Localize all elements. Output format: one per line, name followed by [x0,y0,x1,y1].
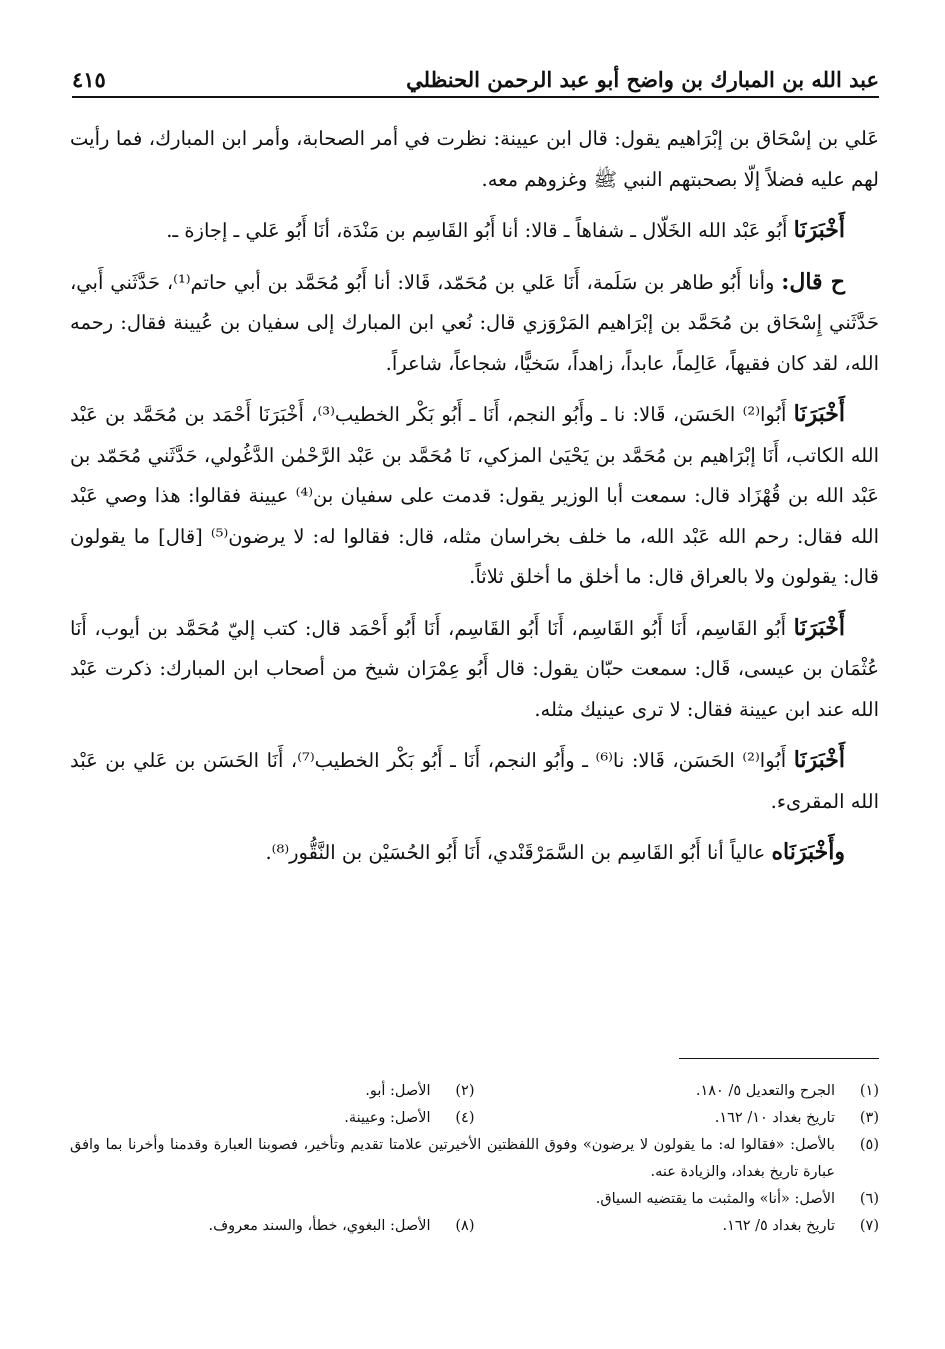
footnote-text: تاريخ بغداد ٥/ ١٦٢. [722,1218,835,1234]
footnote-number: (٦) [859,1191,879,1207]
footnote-number: (٤) [455,1110,475,1126]
footnote-number: (٣) [859,1110,879,1126]
footnote-divider [679,1058,879,1059]
paragraph-text: عالياً أنا أَبُو القَاسِم بن السَّمَرْقَنْدي، أَنَا أَبُو الحُسَيْن بن النَّقُّور⁽⁸⁾. [265,841,772,864]
footnote-row [70,1078,879,1105]
footnote-text: الأصل: «أنا» والمثبت ما يقتضيه السياق. [595,1191,835,1207]
footnote-text: تاريخ بغداد ١٠/ ١٦٢. [714,1110,835,1126]
page-number: ٤١٥ [72,67,106,92]
footnote-number: (٧) [859,1218,879,1234]
footnote-number: (١) [859,1083,879,1099]
paragraph-text: أَبُوا⁽²⁾ الحَسَن، قَالا: نا⁽⁶⁾ ـ وأَبُو النجم، أَنَا ـ أَبُو بَكْر الخطيب⁽⁷⁾، أَنَا الحَسَن بن عَلي بن عَبْد الله المقرىء. [70,749,879,813]
paragraph-text: عَلي بن إسْحَاق بن إبْرَاهيم يقول: قال ابن عيينة: نظرت في أمر الصحابة، وأمر ابن المبارك، فما رأيت لهم عليه فضلاً إلّا بصحبتهم النبي ﷺ وغزوهم معه. [70,127,879,191]
paragraph [70,608,879,731]
footnote-text: الأصل: البغوي، خطأ، والسند معروف. [208,1218,431,1234]
footnote [70,1105,475,1132]
footnote [70,1078,475,1105]
header-title: عبد الله بن المبارك بن واضح أبو عبد الرحمن الحنظلي [406,67,879,92]
footnote [475,1213,880,1240]
footnote-text: الأصل: وعيينة. [344,1110,431,1126]
paragraph-keyword: أَخْبَرَنَا [793,747,846,773]
footnote-row [70,1213,879,1240]
paragraph [70,394,879,598]
paragraph-keyword: ح قال: [781,268,846,295]
footnote-number: (٥) [859,1137,879,1153]
footnote-text: الأصل: أبو. [365,1083,431,1099]
footnote [70,1213,475,1240]
paragraph-keyword: أَخْبَرَنَا [793,217,845,243]
footnotes [70,1078,879,1240]
footnote-text: الجرح والتعديل ٥/ ١٨٠. [695,1083,835,1099]
footnote-text: بالأصل: «فقالوا له: ما يقولون لا يرضون» وفوق اللفظتين الأخيرتين علامتا تقديم وتأخير، فصوبنا العبارة وقدمنا وأخرنا بما وافق عبارة تاريخ بغداد، والزيادة عنه. [70,1137,835,1180]
footnote [475,1078,880,1105]
paragraph [70,210,879,252]
paragraph [70,118,879,200]
footnote [475,1105,880,1132]
paragraph-keyword: وأَخْبَرَنَاه [771,839,845,865]
paragraph [70,262,879,385]
paragraph [70,740,879,822]
footnote-row [70,1105,879,1132]
footnote [70,1186,879,1213]
footnote-number: (٢) [455,1083,475,1099]
paragraph-text: أَبُو القَاسِم، أَنَا أَبُو القَاسِم، أَنَا أَبُو القَاسِم، أَنَا أَبُو أَحْمَد قال: كتب إليّ مُحَمَّد بن أيوب، أَنَا عُثْمَان بن عيسى، قَال: سمعت حبّان يقول: قال أَبُو عِمْرَان شيخ من أصحاب ابن المبارك: ذكرت عَبْد الله عند ابن عيينة فقال: لا ترى عينيك مثله. [70,616,879,721]
footnote [70,1132,879,1186]
paragraph-text: أَبُو عَبْد الله الخَلّال ـ شفاهاً ـ قالا: أنا أَبُو القَاسِم بن مَنْدَة، أنَا أَبُو عَلي ـ إجازة ـ. [166,219,794,242]
paragraph-keyword: أَخْبَرَنَا [793,401,845,427]
running-header [72,52,879,98]
paragraph [70,832,879,874]
paragraph-text: وأنا أَبُو طاهر بن سَلَمة، أَنَا عَلي بن مُحَمّد، قَالا: أنا أَبُو مُحَمَّد بن أبي حاتم⁽¹⁾، حَدَّثَني أَبي، حَدَّثَني إِسْحَاق بن مُحَمَّد بن إبْرَاهيم المَرْوَزي قال: نُعي ابن المبارك إلى سفيان بن عُيينة فقال: رحمه الله، لقد كان فقيهاً، عَالِماً، عابداً، زاهداً، سَخيًّا، شجاعاً، شاعراً. [70,270,879,375]
paragraph-keyword: أَخْبَرَنَا [793,614,845,641]
main-text [70,118,879,884]
paragraph-text: أَبُوا⁽²⁾ الحَسَن، قَالا: نا ـ وأَبُو النجم، أَنَا ـ أَبُو بَكْر الخطيب⁽³⁾، أَخْبَرَنَا أَحْمَد بن مُحَمَّد بن عَبْد الله الكاتب، أَنَا إبْرَاهيم بن مُحَمَّد بن يَحْيَىٰ المزكي، نَا مُحَمَّد بن عَبْد الرَّحْمٰن الدَّغُولي، حَدَّثَني مُحَمّد بن عَبْد الله بن قُهْزَاد قال: سمعت أبا الوزير يقول: قدمت على سفيان بن⁽⁴⁾ عيينة فقالوا: هذا وصي عَبْد الله فقال: رحم الله عَبْد الله، ما خلف بخراسان مثله، قال: فقالوا له: لا يرضون⁽⁵⁾ [قال] ما يقولون قال: يقولون ولا بالعراق قال: ما أخلق ما أخلق ثلاثاً. [70,403,879,588]
footnote-number: (٨) [455,1218,475,1234]
